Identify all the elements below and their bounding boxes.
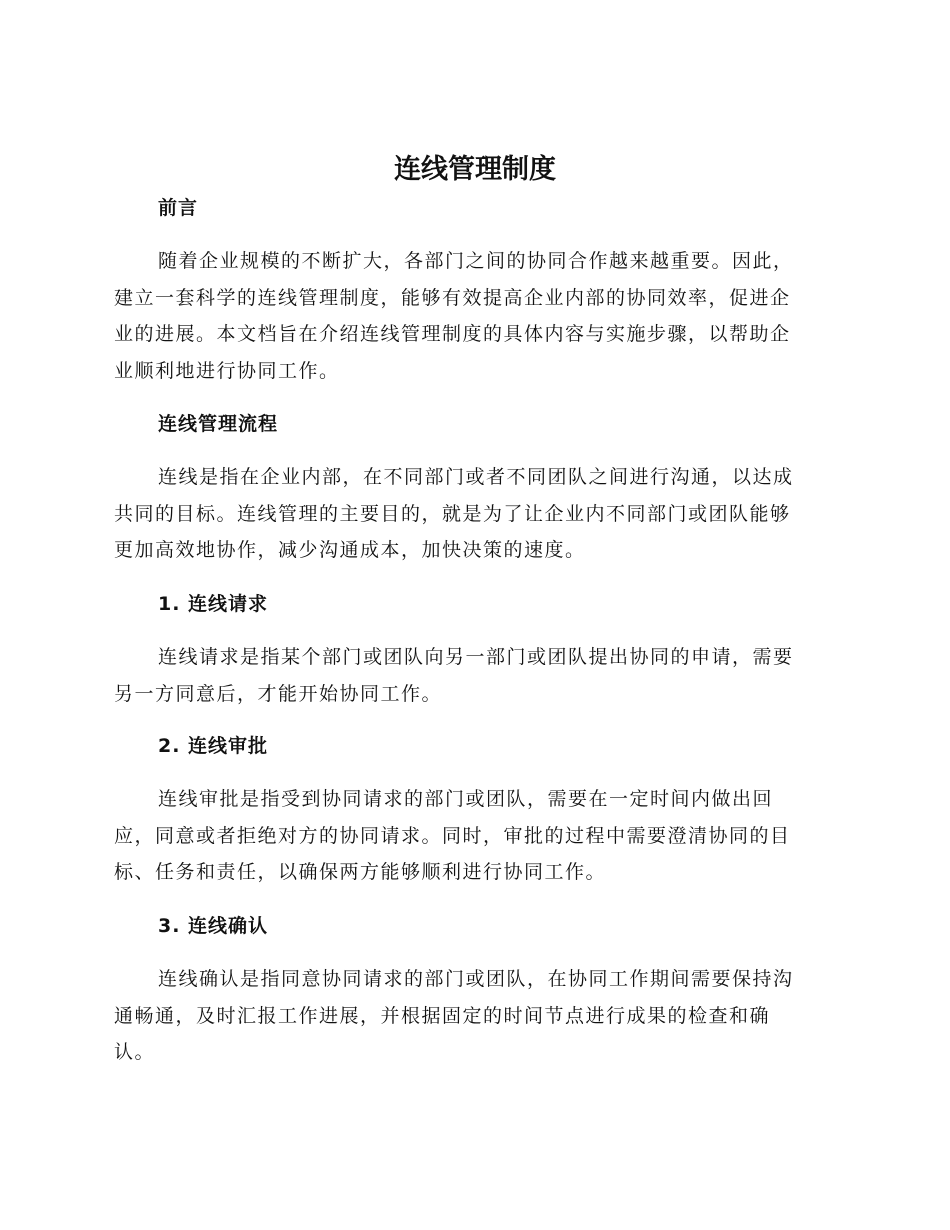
paragraph-line: 业的进展。本文档旨在介绍连线管理制度的具体内容与实施步骤，以帮助企 <box>114 323 791 345</box>
section-paragraph-approval <box>114 781 830 891</box>
section-paragraph-preface <box>114 243 830 389</box>
section-paragraph-request <box>114 639 830 712</box>
paragraph-line: 连线请求是指某个部门或团队向另一部门或团队提出协同的申请，需要 <box>158 646 794 668</box>
document-title: 连线管理制度 <box>394 154 556 185</box>
paragraph-line: 连线是指在企业内部，在不同部门或者不同团队之间进行沟通，以达成 <box>158 466 794 488</box>
section-heading-process: 连线管理流程 <box>158 413 279 435</box>
section-paragraph-confirmation <box>114 961 830 1071</box>
section-heading-preface: 前言 <box>158 197 199 219</box>
paragraph-line: 随着企业规模的不断扩大，各部门之间的协同合作越来越重要。因此， <box>158 250 794 272</box>
paragraph-line: 应，同意或者拒绝对方的协同请求。同时，审批的过程中需要澄清协同的目 <box>114 824 791 847</box>
paragraph-line: 连线确认是指同意协同请求的部门或团队，在协同工作期间需要保持沟 <box>158 968 794 990</box>
paragraph-line: 业顺利地进行协同工作。 <box>114 359 340 382</box>
paragraph-line: 更加高效地协作，减少沟通成本，加快决策的速度。 <box>114 539 586 561</box>
paragraph-line: 标、任务和责任，以确保两方能够顺利进行协同工作。 <box>114 861 607 883</box>
section-heading-request: 1. 连线请求 <box>158 593 269 615</box>
section-heading-approval: 2. 连线审批 <box>158 735 269 757</box>
paragraph-line: 认。 <box>114 1041 156 1063</box>
section-paragraph-process <box>114 459 830 569</box>
paragraph-line: 通畅通，及时汇报工作进展，并根据固定的时间节点进行成果的检查和确 <box>114 1004 771 1027</box>
paragraph-line: 建立一套科学的连线管理制度，能够有效提高企业内部的协同效率，促进企 <box>114 286 791 309</box>
paragraph-line: 另一方同意后，才能开始协同工作。 <box>114 682 443 705</box>
paragraph-line: 共同的目标。连线管理的主要目的，就是为了让企业内不同部门或团队能够 <box>114 502 791 525</box>
paragraph-line: 连线审批是指受到协同请求的部门或团队，需要在一定时间内做出回 <box>158 788 774 810</box>
section-heading-confirmation: 3. 连线确认 <box>158 915 269 937</box>
